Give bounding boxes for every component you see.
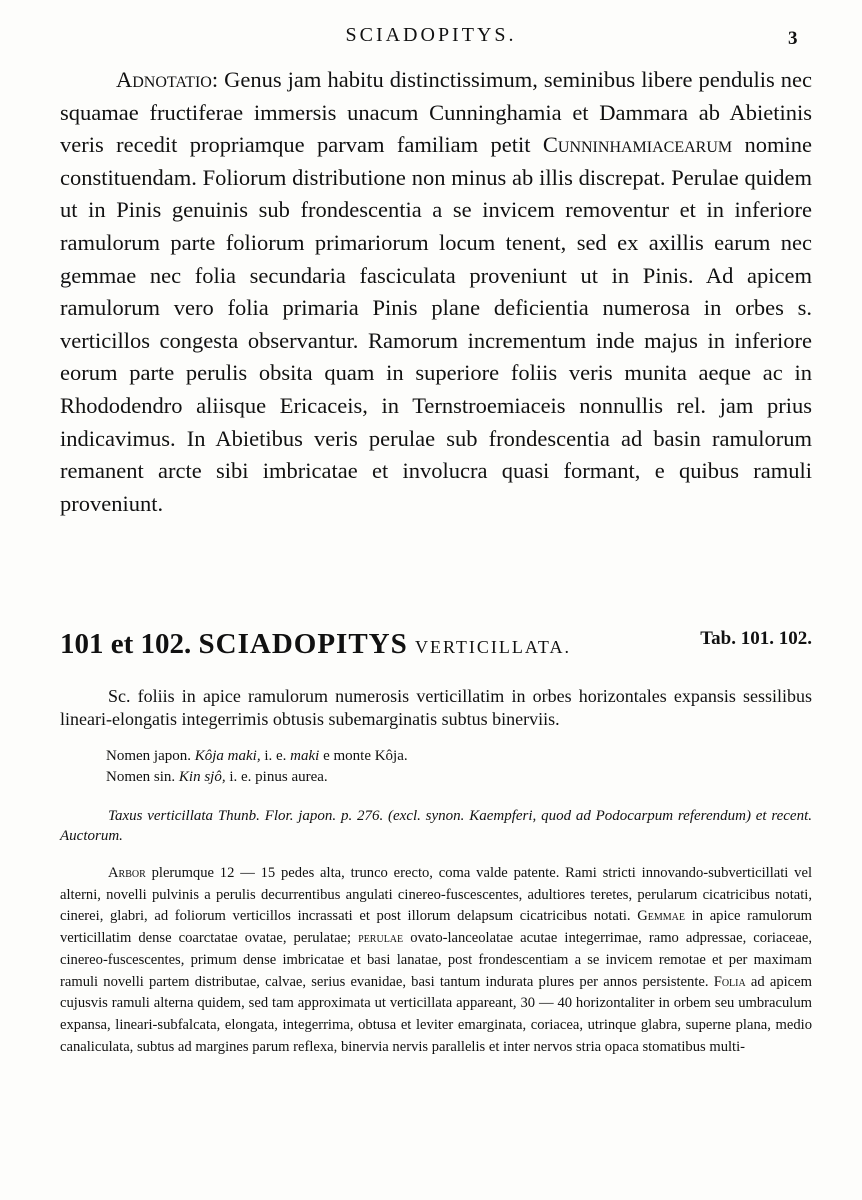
label-folia: Folia <box>713 973 746 990</box>
adnotatio-paragraph <box>60 64 812 520</box>
nomen-japon-ie: i. e. <box>264 748 287 764</box>
nomen-japon-label: Nomen japon. <box>106 748 191 764</box>
species-number: 101 et 102. <box>60 628 192 660</box>
species-epithet: VERTICILLATA. <box>415 637 571 657</box>
adnotatio-label: Adnotatio: <box>116 67 219 92</box>
nomen-sin-gloss: i. e. pinus aurea. <box>229 769 328 785</box>
nomen-japon-gloss-italic: maki <box>290 748 320 764</box>
nomen-japonicum <box>106 746 408 767</box>
nomen-sin-name: Kin sjô, <box>178 769 226 785</box>
nomen-japon-name: Kôja maki, <box>194 748 261 764</box>
description-folia: ad apicem cujusvis ramuli alterna quidem, sed tam approximata ut verticillata appareant, 30 — 40 horizontaliter in orbem seu umbraculum expansa, lineari-subfalcata, elongata, integerrima, obtusa et leviter emarginata, coriacea, utrinque glabra, superne plana, medio canaliculata, subtus ad margines parum reflexa, binervia nervis parallelis et inter nervos stria opaca stomatibus multi- <box>60 973 812 1055</box>
page-number: 3 <box>788 28 798 49</box>
species-genus: SCIADOPITYS <box>198 628 408 660</box>
nomen-sin-label: Nomen sin. <box>106 769 176 785</box>
vernacular-names <box>106 746 408 788</box>
label-perulae: perulae <box>358 930 404 947</box>
species-description <box>60 863 812 1058</box>
description-arbor: plerumque 12 — 15 pedes alta, trunco erecto, coma valde patente. Rami stricti innovando-subverticillati vel alterni, novelli pulvinis a perulis decurrentibus angulati cinereo-fuscescentes, adultiores teretes, perularum cicatricibus notati, cinerei, glabri, ad foliorum verticillos incrassati et post illorum delapsum cicatricibus notati. <box>60 865 812 925</box>
adnotatio-text-2: nomine constituendam. Foliorum distributione non minus ab illis discrepat. Perulae quidem ut in Pinis genuinis sub frondescentia a se invicem removentur et in inferiore ramulorum parte foliorum primariorum locum tenent, sed ex axillis earum nec gemmae nec folia secundaria fasciculata proveniunt ut in Pinis. Ad apicem ramulorum vero folia primaria Pinis plane deficientia numerosa in orbes s. verticillos congesta observantur. Ramorum incrementum inde majus in inferiore eorum parte perulis obsita quam in superiore foliis veris munita aeque ac in Rhododendro aliisque Ericaceis, in Ternstroemiaceis nonnullis rel. jam prius indicavimus. In Abietibus veris perulae sub frondescentia ad basin ramulorum remanent arcte sibi imbricatae et involucra quasi formant, e quibus ramuli proveniunt. <box>60 132 813 516</box>
description-perulae: ovato-lanceolatae acutae integerrimae, ramo adpressae, coriaceae, cinereo-fuscescentes, primum dense imbricatae et basi lanatae, post frondescentiam a se invicem remotae et per maximam ramuli novelli partem distributae, calvae, serius evanidae, basi tantum indurata plures per annos persistente. <box>60 930 813 990</box>
nomen-sinicum <box>106 767 408 788</box>
label-arbor: Arbor <box>108 865 146 881</box>
description-gemmae: in apice ramulorum verticillatim dense coarctatae ovatae, perulatae; <box>60 908 812 947</box>
plate-reference: Tab. 101. 102. <box>700 628 812 649</box>
nomen-japon-gloss: e monte Kôja. <box>323 748 408 764</box>
species-diagnosis: Sc. foliis in apice ramulorum numerosis verticillatim in orbes horizontales expansis sessilibus lineari-elongatis integerrimis obtusis subemarginatis subtus binerviis. <box>60 686 812 729</box>
family-name: Cunninhamiacearum <box>542 132 733 158</box>
synonymy: Taxus verticillata Thunb. Flor. japon. p. 276. (excl. synon. Kaempferi, quod ad Podocarpum referendum) et recent. Auctorum. <box>60 808 812 844</box>
species-heading <box>60 628 812 661</box>
adnotatio-text-1: Genus jam habitu distinctissimum, seminibus libere pendulis nec squamae fructiferae immersis unacum Cunninghamia et Dammara ab Abietinis veris recedit propriamque parvam familiam petit <box>60 67 812 158</box>
running-head: SCIADOPITYS. <box>345 24 517 46</box>
label-gemmae: Gemmae <box>637 908 686 925</box>
